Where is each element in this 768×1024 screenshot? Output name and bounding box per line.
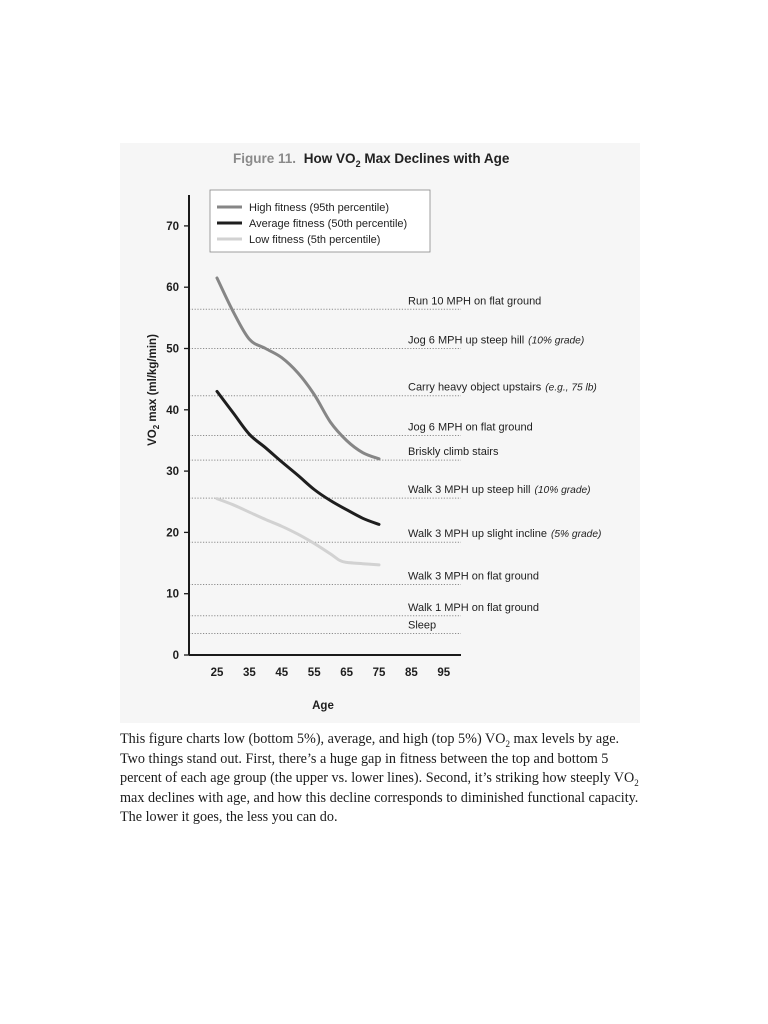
y-tick-label: 50	[166, 343, 179, 356]
y-tick-label: 20	[166, 527, 179, 540]
y-tick-label: 30	[166, 466, 179, 479]
reference-label: Jog 6 MPH up steep hill (10% grade)	[408, 334, 585, 347]
x-tick-label: 75	[372, 667, 386, 679]
reference-label: Run 10 MPH on flat ground	[408, 295, 542, 308]
average-fitness-line	[217, 391, 379, 524]
y-tick-label: 0	[172, 650, 179, 662]
legend-label: Low fitness (5th percentile)	[249, 234, 381, 246]
reference-label: Sleep	[408, 619, 437, 632]
figure-panel	[120, 143, 640, 723]
figure-title	[233, 151, 510, 169]
y-axis-label: $VO_2$ max (ml/kg/min)	[147, 334, 161, 446]
x-axis-label: Age	[312, 700, 334, 712]
low-fitness-line	[217, 499, 379, 565]
vo2-max-chart	[120, 143, 640, 723]
figure-title-pre: How VO	[303, 151, 356, 166]
reference-label: Briskly climb stairs	[408, 446, 499, 459]
y-tick-label: 10	[166, 588, 179, 601]
x-tick-label: 65	[340, 667, 353, 679]
figure-title-post: Max Declines with Age	[360, 151, 510, 166]
figure-label: Figure 11.	[233, 151, 297, 166]
y-tick-label: 60	[166, 282, 179, 295]
x-tick-label: 85	[405, 667, 418, 679]
reference-label: Carry heavy object upstairs (e.g., 75 lb)	[408, 381, 597, 394]
legend-label: High fitness (95th percentile)	[249, 202, 390, 214]
caption-part-3: max declines with age, and how this decline corresponds to diminished functional capacity. The lower it goes, the less you can do.	[120, 789, 639, 825]
high-fitness-line	[217, 278, 379, 459]
caption-subscript-1: 2	[505, 738, 510, 749]
reference-label: Walk 3 MPH up steep hill (10% grade)	[408, 484, 591, 497]
legend-label: Average fitness (50th percentile)	[249, 218, 408, 230]
x-tick-label: 55	[307, 667, 321, 679]
legend	[210, 190, 430, 252]
x-tick-label: 45	[275, 667, 289, 679]
reference-label: Walk 1 MPH on flat ground	[408, 601, 540, 614]
caption-part-2: max levels by age. Two things stand out. First, there’s a huge gap in fitness between the top and bottom 5 percent of each age group (the upper vs. lower lines). Second, it’s striking how steeply VO	[120, 731, 635, 786]
figure-caption	[120, 730, 640, 828]
series-lines	[217, 278, 379, 565]
x-tick-label: 25	[210, 667, 224, 679]
caption-part-1: This figure charts low (bottom 5%), average, and high (top 5%) VO	[120, 731, 506, 747]
reference-lines	[189, 295, 601, 633]
y-tick-label: 70	[166, 220, 179, 233]
y-tick-label: 40	[166, 404, 179, 417]
caption-subscript-2: 2	[634, 777, 639, 788]
x-tick-label: 95	[437, 667, 451, 679]
x-tick-label: 35	[243, 667, 256, 679]
figure-title-sub: 2	[355, 159, 361, 169]
reference-label: Jog 6 MPH on flat ground	[408, 421, 533, 434]
reference-label: Walk 3 MPH up slight incline (5% grade)	[408, 528, 602, 541]
reference-label: Walk 3 MPH on flat ground	[408, 570, 540, 583]
